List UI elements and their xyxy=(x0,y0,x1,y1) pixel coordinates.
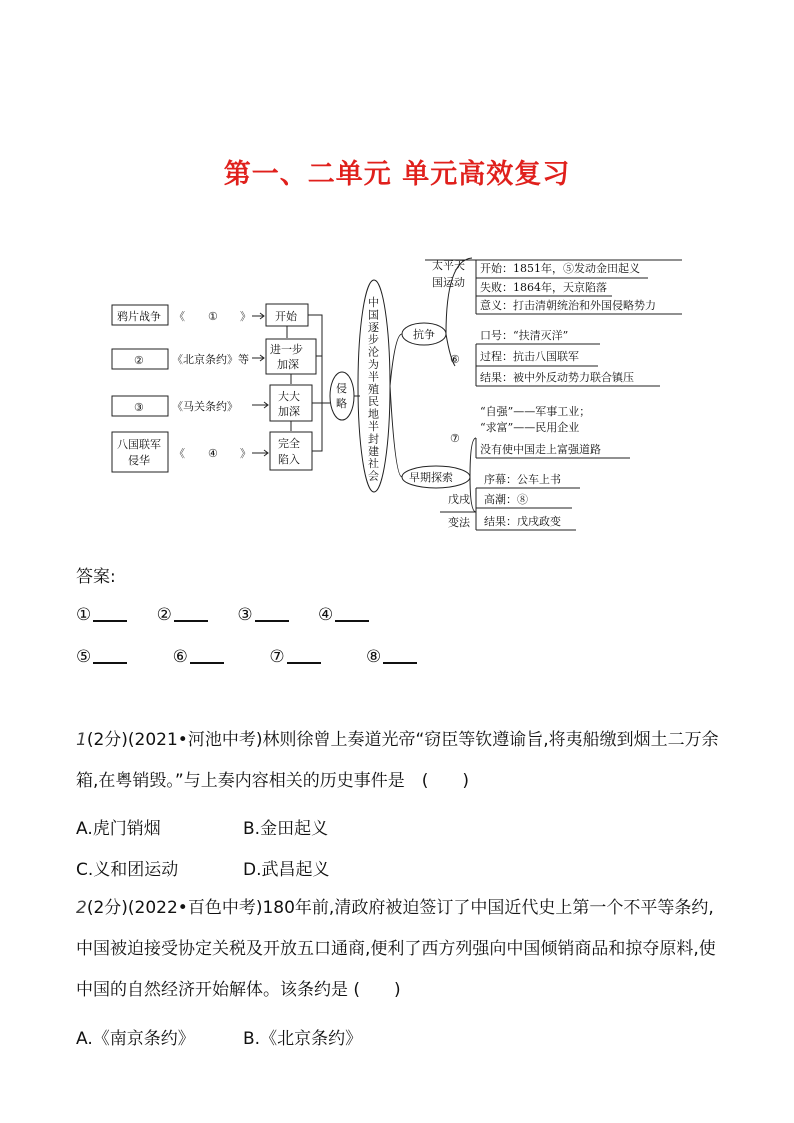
question-1-number: 1 xyxy=(76,730,87,750)
blank-4[interactable]: ④ xyxy=(318,605,369,625)
stage-start: 开始 xyxy=(275,310,297,323)
center-char: 沦 xyxy=(368,345,379,359)
treaty-4-open: 《 xyxy=(174,447,185,460)
reform-label-2: 变法 xyxy=(448,516,470,529)
blank-7[interactable]: ⑦ xyxy=(269,647,320,667)
westernization-item-2: “求富”——民用企业 xyxy=(480,421,580,434)
treaty-4-close: 》 xyxy=(240,447,251,460)
invasion-oval xyxy=(330,372,354,420)
treaty-1-close: 》 xyxy=(240,310,251,323)
stage-greatly-2: 加深 xyxy=(278,405,300,418)
struggle-label: 抗争 xyxy=(413,328,435,341)
event-opium-war: 鸦片战争 xyxy=(117,310,161,323)
center-char: 半 xyxy=(368,370,379,384)
center-char: 民 xyxy=(368,395,379,409)
question-2 xyxy=(76,888,726,1011)
westernization-item-3: 没有使中国走上富强道路 xyxy=(480,443,601,456)
center-char: 封 xyxy=(368,432,379,446)
stage-greatly-1: 大大 xyxy=(278,390,300,403)
center-char: 国 xyxy=(368,308,379,322)
knowledge-diagram xyxy=(0,240,794,540)
taiping-item-3: 意义：打击清朝统治和外国侵略势力 xyxy=(480,299,656,312)
taiping-item-1: 开始：1851年，⑤发动金田起义 xyxy=(480,262,640,275)
center-char: 中 xyxy=(368,296,379,309)
q1-option-b[interactable]: B.金田起义 xyxy=(243,819,329,839)
page-title: 第一、二单元 单元高效复习 xyxy=(223,159,571,190)
blank-1[interactable]: ① xyxy=(76,605,127,625)
center-char: 建 xyxy=(368,444,379,458)
invasion-char-1: 侵 xyxy=(336,382,347,395)
invasion-char-2: 略 xyxy=(336,397,347,410)
taiping-label-2: 国运动 xyxy=(432,276,465,289)
center-char: 逐 xyxy=(368,320,379,334)
center-text xyxy=(368,295,380,483)
reform-item-1: 序幕：公车上书 xyxy=(484,473,561,486)
blank-2[interactable]: ② xyxy=(157,605,208,625)
treaty-1-blank: ① xyxy=(208,310,218,323)
boxer-item-2: 过程：抗击八国联军 xyxy=(480,350,579,363)
answer-label: 答案: xyxy=(76,567,116,587)
q2-option-a[interactable]: A.《南京条约》 xyxy=(76,1029,195,1049)
early-explore-label: 早期探索 xyxy=(409,471,453,484)
blank-8[interactable]: ⑧ xyxy=(366,647,417,667)
blank-row-2 xyxy=(76,647,441,667)
center-char: 步 xyxy=(368,333,379,347)
blank-row-1 xyxy=(76,605,393,625)
stage-complete-1: 完全 xyxy=(278,437,300,450)
boxer-item-1: 口号：“扶清灭洋” xyxy=(480,329,569,342)
blank-3[interactable]: ③ xyxy=(237,605,288,625)
stage-complete-2: 陷入 xyxy=(278,453,300,466)
center-char: 社 xyxy=(368,457,379,471)
center-char: 为 xyxy=(368,358,379,371)
question-2-number: 2 xyxy=(76,898,87,918)
blank-6[interactable]: ⑥ xyxy=(173,647,224,667)
q2-option-b[interactable]: B.《北京条约》 xyxy=(243,1029,363,1049)
center-char: 半 xyxy=(368,420,379,433)
taiping-item-2: 失败：1864年，天京陷落 xyxy=(480,281,607,294)
westernization-label: ⑦ xyxy=(450,432,460,445)
center-char: 地 xyxy=(368,407,379,421)
q1-option-c[interactable]: C.义和团运动 xyxy=(76,860,179,880)
stage-deepen-2: 加深 xyxy=(277,358,299,371)
treaty-1-open: 《 xyxy=(174,310,185,323)
treaty-beijing: 《北京条约》等 xyxy=(172,353,249,366)
event-boxer-1: 八国联军 xyxy=(117,438,161,451)
treaty-4-blank: ④ xyxy=(208,447,218,460)
stage-deepen-1: 进一步 xyxy=(270,343,303,356)
q1-option-a[interactable]: A.虎门销烟 xyxy=(76,819,161,839)
reform-item-2: 高潮：⑧ xyxy=(484,493,528,506)
event-2: ② xyxy=(134,354,144,367)
q1-option-d[interactable]: D.武昌起义 xyxy=(243,860,330,880)
westernization-item-1: “自强”——军事工业； xyxy=(480,405,591,418)
reform-label-1: 戊戌 xyxy=(448,493,470,506)
center-char: 殖 xyxy=(368,382,379,396)
center-char: 会 xyxy=(368,469,379,483)
question-1-text: (2分)(2021•河池中考)林则徐曾上奏道光帝“窃臣等钦遵谕旨,将夷船缴到烟土二万余箱,在粤销毁。”与上奏内容相关的历史事件是 ( ) xyxy=(76,730,719,791)
taiping-label-1: 太平天 xyxy=(432,259,465,272)
blank-5[interactable]: ⑤ xyxy=(76,647,127,667)
reform-item-3: 结果：戊戌政变 xyxy=(484,515,561,528)
boxer-item-3: 结果：被中外反动势力联合镇压 xyxy=(480,371,634,384)
question-2-text: (2分)(2022•百色中考)180年前,清政府被迫签订了中国近代史上第一个不平等条约,中国被迫接受协定关税及开放五口通商,便利了西方列强向中国倾销商品和掠夺原料,使中国的自然经济开始解体。该条约是 ( ) xyxy=(76,898,716,1000)
boxer-label: ⑥ xyxy=(450,353,460,366)
question-1 xyxy=(76,720,726,802)
event-3: ③ xyxy=(134,401,144,414)
treaty-maguan: 《马关条约》 xyxy=(172,400,238,413)
event-boxer-2: 侵华 xyxy=(128,454,150,467)
